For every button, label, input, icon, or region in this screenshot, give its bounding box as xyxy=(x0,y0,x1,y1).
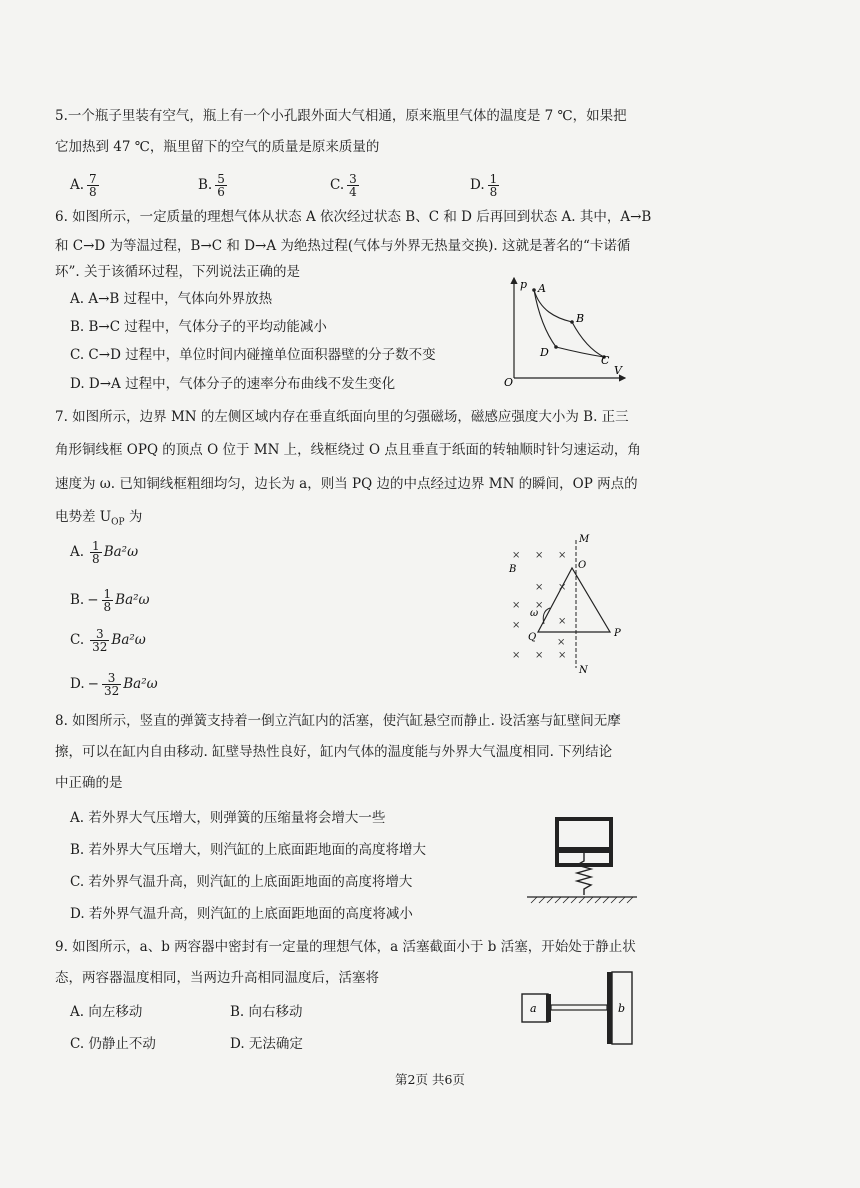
label-m: M xyxy=(579,534,590,545)
label-d: D xyxy=(540,346,549,359)
fraction: $\frac{5}{6}$ xyxy=(217,172,225,199)
q8-stem-line3: 中正确的是 xyxy=(55,775,123,791)
spring xyxy=(577,853,591,895)
label-p: p xyxy=(520,278,528,291)
fraction: $\frac{1}{8}$ xyxy=(103,587,112,614)
label-p: P xyxy=(614,628,621,639)
two-containers-diagram xyxy=(518,968,638,1048)
svg-text:×: × xyxy=(535,650,544,661)
fraction: $\frac{1}{8}$ xyxy=(489,172,498,199)
q8-option-c[interactable]: C. 若外界气温升高，则汽缸的上底面距地面的高度将增大 xyxy=(70,874,413,890)
label-q: Q xyxy=(528,632,537,643)
label-v: V xyxy=(614,364,622,377)
q7-option-d[interactable]: D. − $\frac{3}{32}$ Ba²ω xyxy=(70,671,158,698)
q6-stem-line2: 和 C→D 为等温过程，B→C 和 D→A 为绝热过程(气体与外界无热量交换). 这就是著名的“卡诺循 xyxy=(55,238,631,254)
q8-option-d[interactable]: D. 若外界气温升高，则汽缸的上底面距地面的高度将减小 xyxy=(70,906,413,922)
q9-stem-line2: 态，两容器温度相同，当两边升高相同温度后，活塞将 xyxy=(55,970,379,986)
label-a: A xyxy=(538,282,546,295)
q5-option-a[interactable]: A. $\frac{7}{8}$ xyxy=(70,172,97,199)
svg-text:×: × xyxy=(535,550,544,561)
label-a: a xyxy=(530,1002,537,1015)
label-o: O xyxy=(504,376,514,389)
spring-cylinder-diagram xyxy=(525,815,640,907)
q5-option-d[interactable]: D. $\frac{1}{8}$ xyxy=(470,172,498,199)
piston-a xyxy=(546,994,551,1022)
q6-option-b[interactable]: B. B→C 过程中，气体分子的平均动能减小 xyxy=(70,319,327,335)
q9-option-d[interactable]: D. 无法确定 xyxy=(230,1036,303,1052)
q9-option-c[interactable]: C. 仍静止不动 xyxy=(70,1036,156,1052)
q5-stem-line2: 它加热到 47 ℃，瓶里留下的空气的质量是原来质量的 xyxy=(55,139,380,155)
svg-text:×: × xyxy=(512,550,521,561)
svg-text:×: × xyxy=(558,550,567,561)
svg-text:×: × xyxy=(512,620,521,631)
svg-text:×: × xyxy=(512,650,521,661)
q9-option-b[interactable]: B. 向右移动 xyxy=(230,1004,303,1020)
connecting-rod xyxy=(551,1005,607,1010)
label-c: C xyxy=(601,354,610,367)
fraction: $\frac{3}{4}$ xyxy=(349,172,357,199)
q6-option-a[interactable]: A. A→B 过程中，气体向外界放热 xyxy=(70,291,273,307)
svg-text:×: × xyxy=(558,582,567,593)
q5-stem-line1: 5.一个瓶子里装有空气，瓶上有一个小孔跟外面大气相通，原来瓶里气体的温度是 7 ℃，如果把 xyxy=(55,108,627,124)
q9-option-a[interactable]: A. 向左移动 xyxy=(70,1004,143,1020)
q7-stem-line1: 7. 如图所示，边界 MN 的左侧区域内存在垂直纸面向里的匀强磁场，磁感应强度大小为 B. 正三 xyxy=(55,409,629,425)
q7-option-b[interactable]: B. − $\frac{1}{8}$ Ba²ω xyxy=(70,587,150,614)
svg-text:×: × xyxy=(558,616,567,627)
label-b: B xyxy=(509,564,517,575)
q7-option-a[interactable]: A. $\frac{1}{8}$ Ba²ω xyxy=(70,539,139,566)
field-crosses xyxy=(512,550,566,661)
piston xyxy=(559,847,609,853)
page-footer: 第2页 共6页 xyxy=(395,1072,465,1087)
q7-stem-line4: 电势差 $U_{OP}$ 为 xyxy=(55,509,143,528)
q5-option-c[interactable]: C. $\frac{3}{4}$ xyxy=(330,172,357,199)
carnot-cycle-pv-diagram xyxy=(500,272,635,390)
label-omega: ω xyxy=(530,608,539,619)
q8-option-a[interactable]: A. 若外界大气压增大，则弹簧的压缩量将会增大一些 xyxy=(70,810,386,826)
fraction: $\frac{3}{32}$ xyxy=(92,627,108,654)
q7-stem-line2: 角形铜线框 OPQ 的顶点 O 位于 MN 上，线框绕过 O 点且垂直于纸面的转轴顺时针匀速运动，角 xyxy=(55,442,641,458)
label-b: B xyxy=(576,312,585,325)
fraction: $\frac{7}{8}$ xyxy=(89,172,97,199)
q8-option-b[interactable]: B. 若外界大气压增大，则汽缸的上底面距地面的高度将增大 xyxy=(70,842,427,858)
q6-option-d[interactable]: D. D→A 过程中，气体分子的速率分布曲线不发生变化 xyxy=(70,376,396,392)
fraction: $\frac{3}{32}$ xyxy=(103,671,120,698)
svg-text:×: × xyxy=(512,600,521,611)
q6-stem-line1: 6. 如图所示，一定质量的理想气体从状态 A 依次经过状态 B、C 和 D 后再回到状态 A. 其中，A→B xyxy=(55,209,652,225)
q7-option-c[interactable]: C. $\frac{3}{32}$ Ba²ω xyxy=(70,627,146,654)
svg-text:×: × xyxy=(557,637,566,648)
q8-stem-line1: 8. 如图所示，竖直的弹簧支持着一倒立汽缸内的活塞，使汽缸悬空而静止. 设活塞与缸壁间无摩 xyxy=(55,713,621,729)
label-b: b xyxy=(618,1002,626,1015)
triangle-opq xyxy=(538,568,610,632)
q9-stem-line1: 9. 如图所示，a、b 两容器中密封有一定量的理想气体，a 活塞截面小于 b 活塞，开始处于静止状 xyxy=(55,939,636,955)
svg-text:×: × xyxy=(558,650,567,661)
label-o: O xyxy=(578,560,587,571)
q5-option-b[interactable]: B. $\frac{5}{6}$ xyxy=(198,172,225,199)
q6-stem-line3: 环”. 关于该循环过程，下列说法正确的是 xyxy=(55,264,300,280)
svg-text:×: × xyxy=(535,600,544,611)
ground-hatching xyxy=(531,897,633,903)
label-n: N xyxy=(579,665,588,676)
q6-option-c[interactable]: C. C→D 过程中，单位时间内碰撞单位面积器壁的分子数不变 xyxy=(70,347,436,363)
q8-stem-line2: 擦，可以在缸内自由移动. 缸壁导热性良好，缸内气体的温度能与外界大气温度相同. 下列结论 xyxy=(55,744,613,760)
svg-text:×: × xyxy=(535,582,544,593)
magnetic-field-triangle-diagram xyxy=(500,528,635,676)
piston-b xyxy=(607,972,612,1044)
q7-stem-line3: 速度为 ω. 已知铜线框粗细均匀，边长为 a，则当 PQ 边的中点经过边界 MN 的瞬间，OP 两点的 xyxy=(55,476,638,492)
fraction: $\frac{1}{8}$ xyxy=(92,539,100,566)
